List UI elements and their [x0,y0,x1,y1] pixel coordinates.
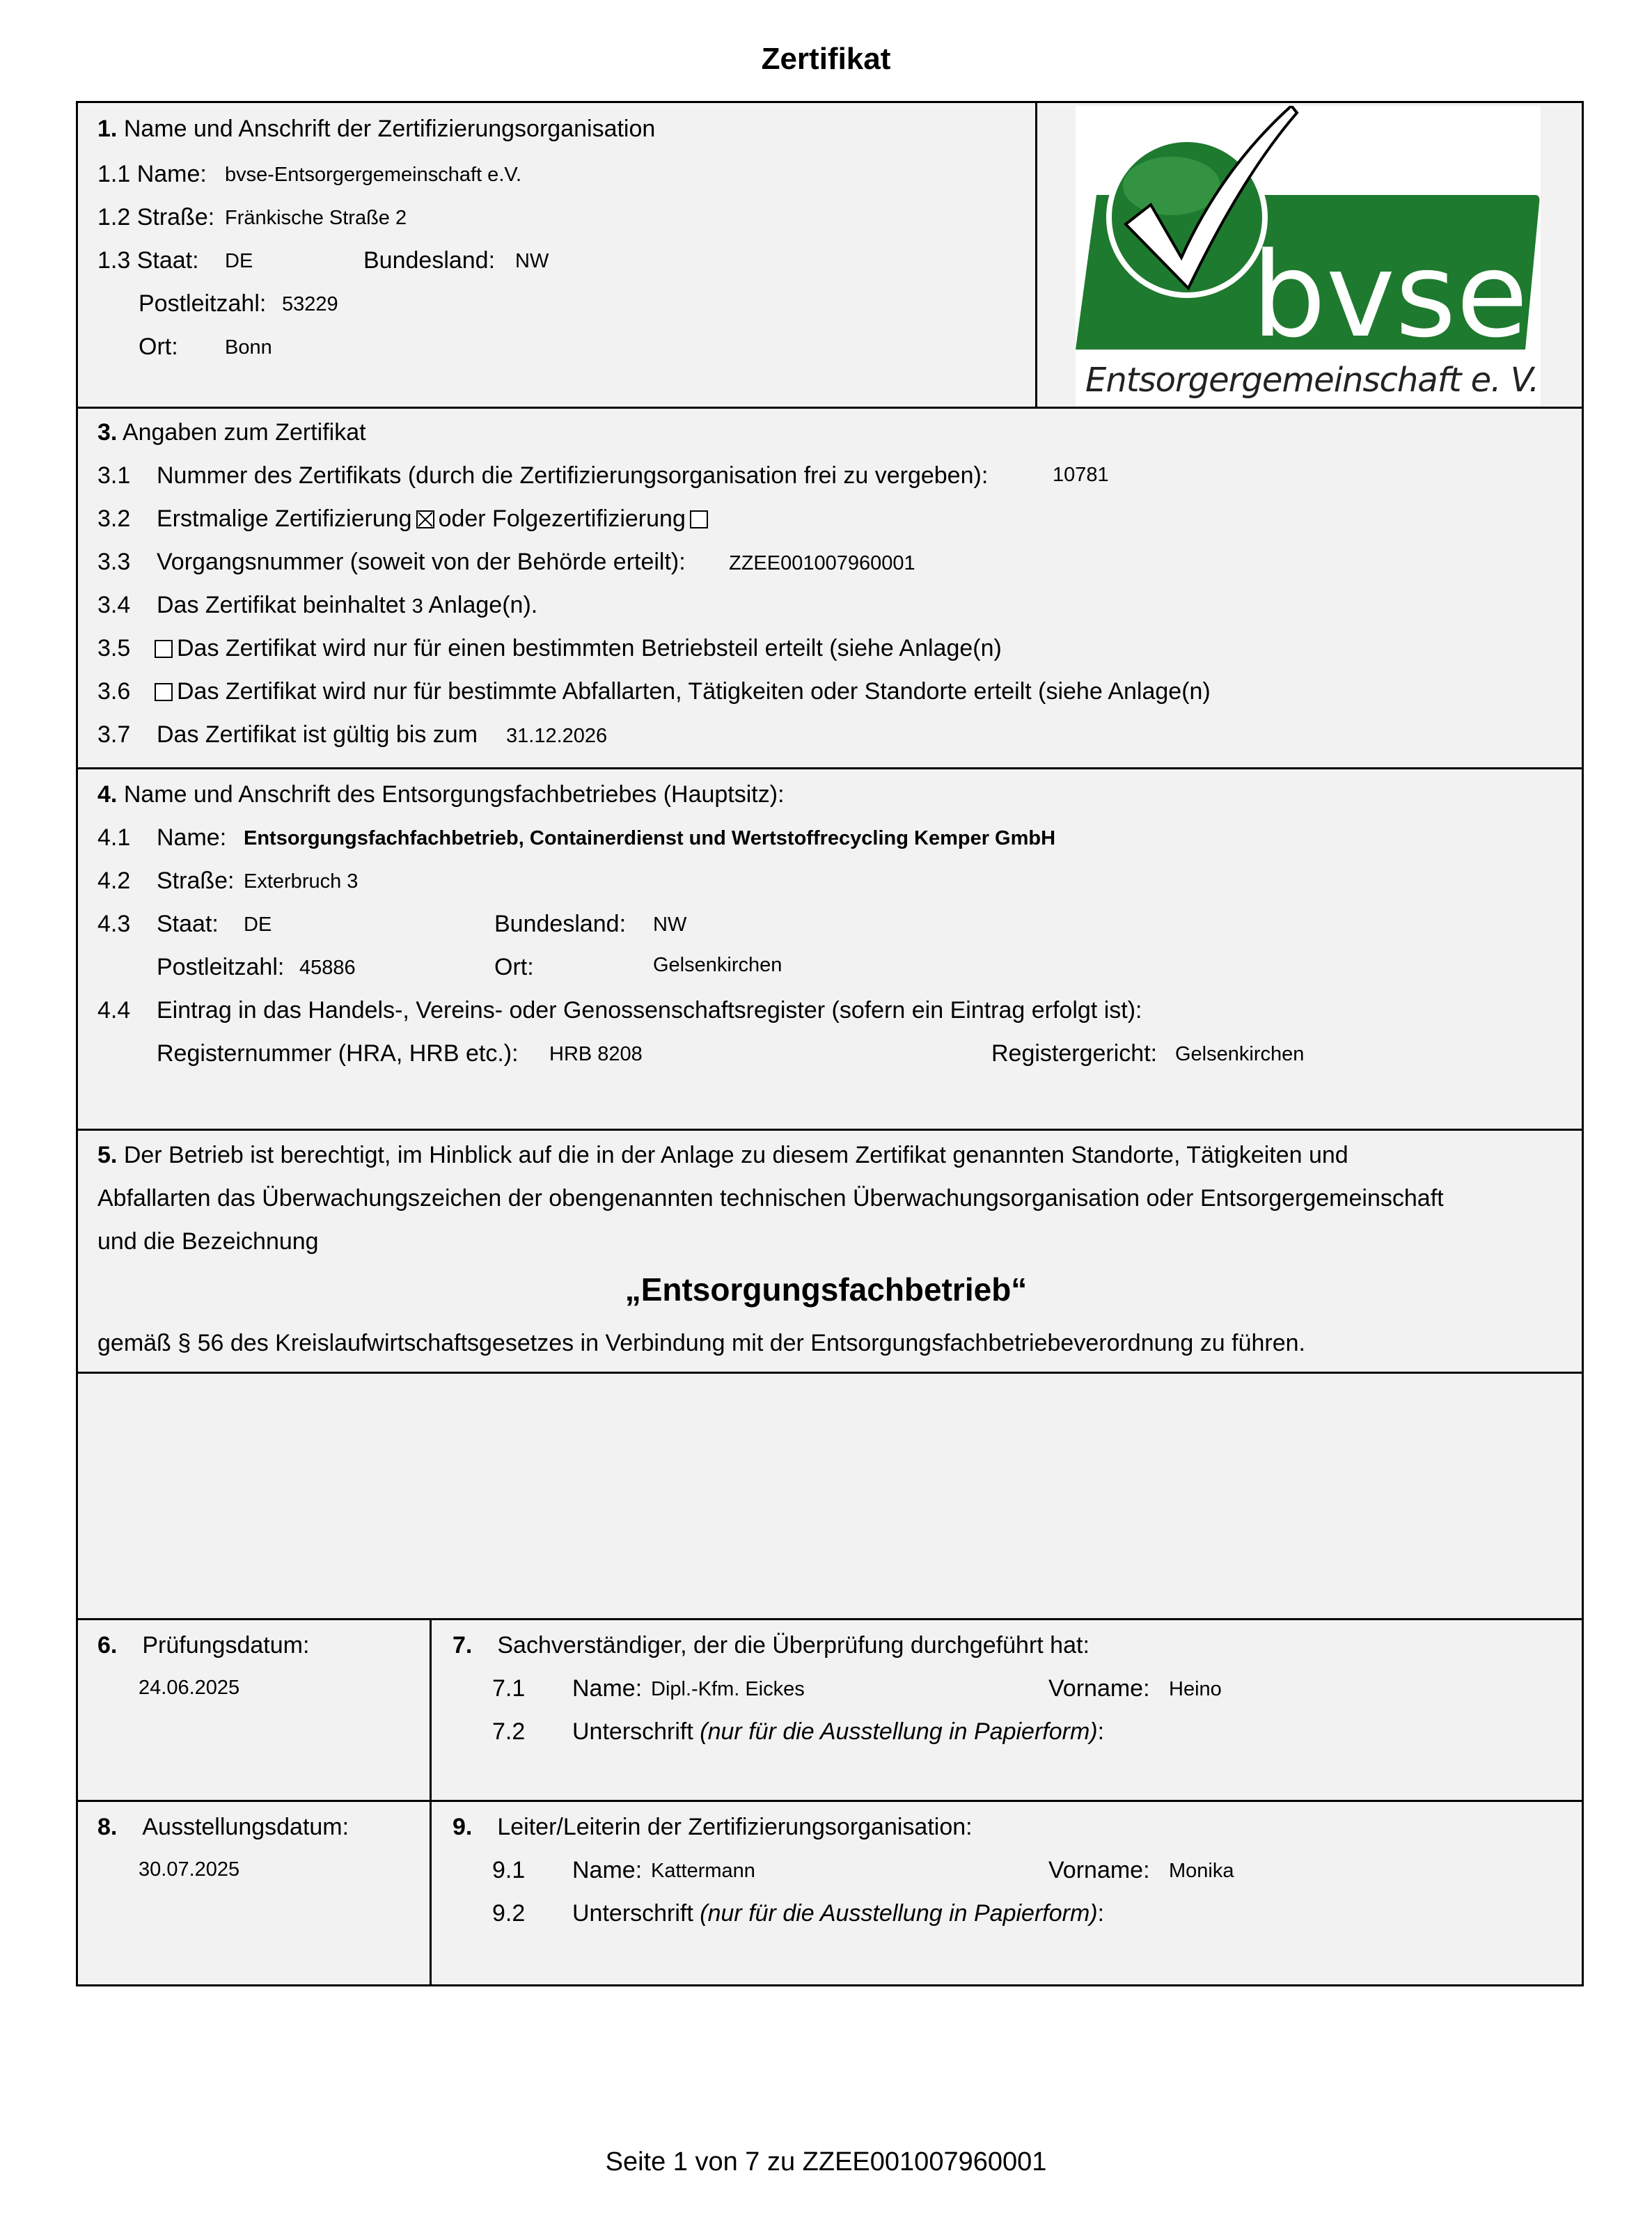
section-9-heading: 9. Leiter/Leiterin der Zertifizierungsorganisation: [453,1814,973,1840]
company-plz-value: 45886 [299,957,356,979]
section-4-box [76,767,1584,1131]
logo-brand-text: bvse [1252,227,1528,363]
inspection-date-label: 6. Prüfungsdatum: [97,1632,310,1659]
register-number-value: HRB 8208 [549,1043,643,1065]
row-9-2-num: 9.2 [492,1900,526,1927]
company-street-value: Exterbruch 3 [244,870,359,893]
company-state-label: Staat: [157,911,219,937]
valid-until-date: 31.12.2026 [506,725,608,747]
procedure-number: ZZEE001007960001 [729,552,915,574]
register-court-label: Registergericht: [991,1040,1158,1067]
certificate-number: 10781 [1053,464,1109,486]
section-5-line-2: Abfallarten das Überwachungszeichen der obengenannten technischen Überwachungsorganisation oder Entsorgergemeinschaft [97,1185,1444,1212]
issue-date-label: 8. Ausstellungsdatum: [97,1814,349,1840]
row-4-3-num: 4.3 [97,911,131,937]
row-3-7-num: 3.7 [97,721,131,748]
company-plz-label: Postleitzahl: [157,954,285,980]
expert-name-label: Name: [572,1675,643,1702]
register-text: Eintrag in das Handels-, Vereins- oder Genossenschaftsregister (sofern ein Eintrag erfolgt ist): [157,997,1142,1024]
row-3-4-num: 3.4 [97,592,131,618]
expert-first-value: Heino [1169,1678,1222,1700]
head-name-value: Kattermann [651,1860,755,1882]
org-ort-label: Ort: [139,334,178,360]
row-7-2-num: 7.2 [492,1718,526,1745]
initial-certification-checkbox [416,510,434,528]
org-plz-label: Postleitzahl: [139,290,267,317]
section-5-line-1: 5. Der Betrieb ist berechtigt, im Hinblick auf die in der Anlage zu diesem Zertifikat genannten Standorte, Tätigkeiten und [97,1142,1348,1168]
attachment-count: 3 [411,595,423,618]
expert-name-value: Dipl.-Kfm. Eickes [651,1678,805,1700]
head-first-label: Vorname: [1048,1857,1150,1883]
row-3-5-text: Das Zertifikat wird nur für einen bestimmten Betriebsteil erteilt (siehe Anlage(n) [155,634,1002,662]
section-4-heading: 4. Name und Anschrift des Entsorgungsfachbetriebes (Hauptsitz): [97,781,785,808]
row-7-1-num: 7.1 [492,1675,526,1702]
row-3-3-text: Vorgangsnummer (soweit von der Behörde erteilt): [157,549,686,575]
row-3-5-num: 3.5 [97,635,131,661]
org-street-label: 1.2 Straße: [97,204,215,230]
specific-waste-checkbox [155,683,173,701]
company-street-label: Straße: [157,868,235,894]
inspection-date-value: 24.06.2025 [139,1677,240,1699]
head-name-label: Name: [572,1857,643,1883]
section-6-7-divider [430,1618,432,1802]
document-title: Zertifikat [761,42,891,76]
company-land-label: Bundesland: [494,911,627,937]
row-3-4-text: Das Zertifikat beinhaltet 3 Anlage(n). [157,592,538,618]
expert-first-label: Vorname: [1048,1675,1150,1702]
blank-area [76,1372,1584,1620]
row-4-4-num: 4.4 [97,997,131,1024]
row-3-6-num: 3.6 [97,678,131,705]
org-name-label: 1.1 Name: [97,161,207,187]
company-name-value: Entsorgungsfachfachbetrieb, Containerdienst und Wertstoffrecycling Kemper GmbH [244,827,1056,849]
section-8-9-divider [430,1800,432,1986]
page-footer: Seite 1 von 7 zu ZZEE001007960001 [605,2147,1047,2177]
company-ort-value: Gelsenkirchen [653,954,782,976]
register-court-value: Gelsenkirchen [1175,1043,1305,1065]
org-state-label: 1.3 Staat: [97,247,199,274]
section-7-heading: 7. Sachverständiger, der die Überprüfung durchgeführt hat: [453,1632,1089,1659]
company-state-value: DE [244,914,272,936]
section-5-line-3: und die Bezeichnung [97,1228,319,1255]
head-first-value: Monika [1169,1860,1234,1882]
section-3-heading: 3. Angaben zum Zertifikat [97,419,366,446]
partial-operation-checkbox [155,640,173,658]
org-street-value: Fränkische Straße 2 [225,207,407,229]
org-land-label: Bundesland: [363,247,496,274]
bvse-logo [1076,106,1541,407]
company-land-value: NW [653,914,687,936]
row-9-1-num: 9.1 [492,1857,526,1883]
row-4-2-num: 4.2 [97,868,131,894]
section-1-heading: 1. Name und Anschrift der Zertifizierungsorganisation [97,116,656,142]
logo-sphere-highlight [1123,157,1220,215]
org-ort-value: Bonn [225,336,272,359]
row-3-1-num: 3.1 [97,462,131,489]
issue-date-value: 30.07.2025 [139,1858,240,1881]
section-5-line-4: gemäß § 56 des Kreislaufwirtschaftsgesetzes in Verbindung mit der Entsorgungsfachbetriebeverordnung zu führen. [97,1330,1305,1356]
row-4-1-num: 4.1 [97,824,131,851]
org-plz-value: 53229 [282,293,338,315]
row-3-2-num: 3.2 [97,505,131,532]
section-1-divider [1035,101,1037,409]
row-3-7-text: Das Zertifikat ist gültig bis zum [157,721,478,748]
org-land-value: NW [515,250,549,272]
row-3-3-num: 3.3 [97,549,131,575]
row-3-6-text: Das Zertifikat wird nur für bestimmte Abfallarten, Tätigkeiten oder Standorte erteilt (siehe Anlage(n) [155,677,1211,705]
company-ort-label: Ort: [494,954,534,980]
row-3-2-text: Erstmalige Zertifizierung oder Folgezertifizierung [157,505,712,533]
company-name-label: Name: [157,824,227,851]
register-number-label: Registernummer (HRA, HRB etc.): [157,1040,519,1067]
row-3-1-text: Nummer des Zertifikats (durch die Zertifizierungsorganisation frei zu vergeben): [157,462,989,489]
designation-title: „Entsorgungsfachbetrieb“ [624,1271,1028,1308]
follow-up-certification-checkbox [690,510,708,528]
expert-signature-label: Unterschrift (nur für die Ausstellung in Papierform): [572,1718,1105,1745]
org-state-value: DE [225,250,253,272]
logo-subtitle: Entsorgergemeinschaft e. V. [1085,361,1539,400]
head-signature-label: Unterschrift (nur für die Ausstellung in Papierform): [572,1900,1105,1927]
org-name-value: bvse-Entsorgergemeinschaft e.V. [225,164,522,186]
